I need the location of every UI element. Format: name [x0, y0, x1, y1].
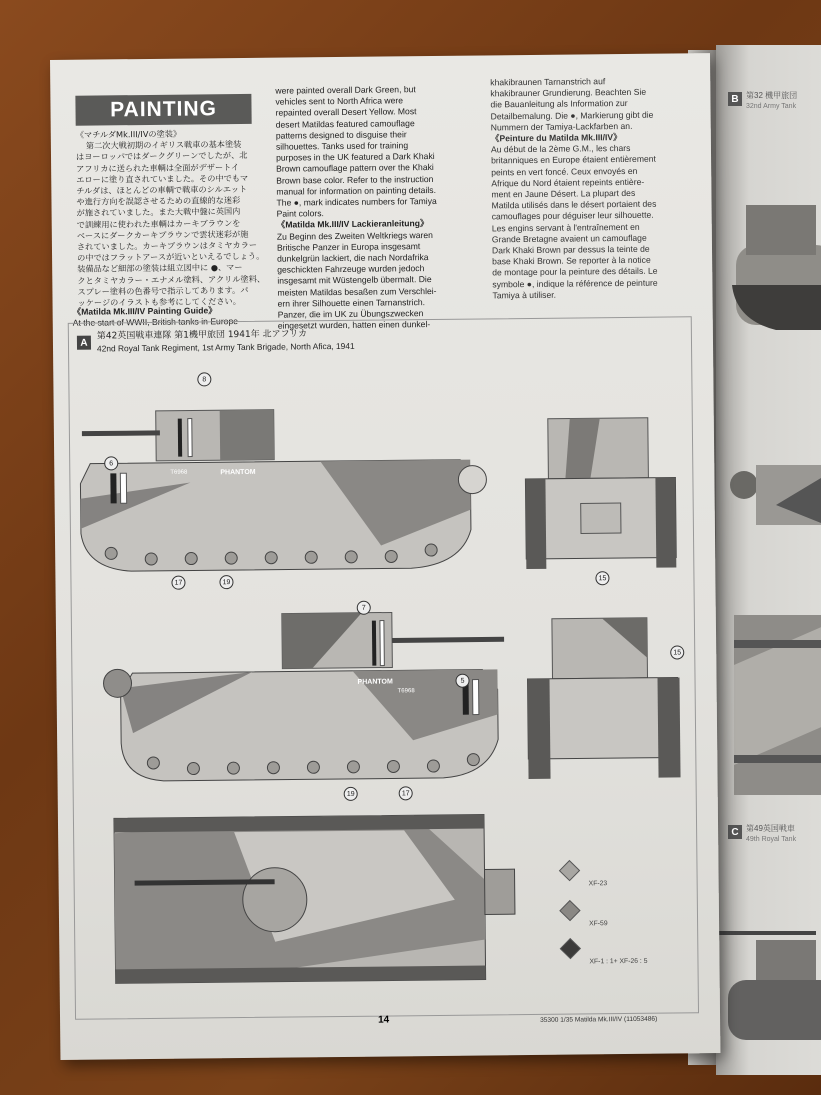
german-line: khakibraunen Tarnanstrich auf: [490, 76, 606, 88]
german-line: insgesamt mit Wüstengelb übermalt. Die: [277, 274, 432, 287]
tank-reg-side: T6968: [170, 469, 188, 476]
german-line: eingesetzt wurden, hatten einen dunkel-: [277, 319, 431, 331]
callout-15b: 15: [670, 645, 684, 659]
paint-swatches: [69, 317, 698, 1018]
french-line: peints en vert foncé. Ceux envoyés en: [491, 165, 638, 178]
french-line: symbole ●, indique la référence de peinture: [492, 277, 658, 290]
english-line: Brown camouflage pattern over the Khaki: [276, 162, 434, 175]
french-title: 《Peinture du Matilda Mk.III/IV》: [490, 132, 622, 144]
swatch-label-1: XF-23: [588, 880, 608, 888]
french-line: Matilda utilisés dans le désert portaient des: [491, 198, 657, 211]
german-title: 《Matilda Mk.III/IV Lackieranleitung》: [276, 218, 429, 231]
jp-line: チルダは、ほとんどの車輌で戦車のシルエット: [76, 183, 248, 196]
german-french-column: [490, 75, 690, 301]
callout-19b: 19: [344, 787, 358, 801]
next-page-tank-drawings: [716, 45, 821, 1075]
callout-15: 15: [595, 571, 609, 585]
scheme-c-caption: 第49英国戦車: [746, 824, 795, 833]
english-line: At the start of WWII, British tanks in Europe: [72, 316, 239, 328]
scheme-c-badge: C: [728, 825, 742, 839]
callout-5: 5: [455, 674, 469, 688]
instruction-page: [50, 53, 720, 1060]
callout-17b: 17: [399, 786, 413, 800]
english-line: silhouettes. Tanks used for training: [275, 140, 409, 152]
paint-swatch: [560, 900, 580, 920]
jp-line: が施されていました。また大戦中盤に英国内: [76, 206, 241, 219]
tank-name-side: PHANTOM: [220, 468, 256, 477]
jp-line: クとタミヤカラー・エナメル塗料、アクリル塗料、: [77, 273, 266, 286]
page-footer: 35300 1/35 Matilda Mk.III/IV (11053486): [540, 1015, 658, 1024]
german-line: khakibrauner Grundierung. Beachten Sie: [490, 86, 647, 99]
french-line: ment en Jaune Désert. La plupart des: [491, 187, 636, 200]
painting-heading: PAINTING: [75, 94, 251, 126]
german-line: dunkelgrün lackiert, die nach Nordafrika: [277, 252, 429, 264]
german-line: Britische Panzer in Europa insgesamt: [276, 240, 421, 253]
next-page: [716, 45, 821, 1075]
german-line: ern ihrer Silhouette einen Tarnanstrich.: [277, 296, 426, 309]
english-line: purposes in the UK featured a Dark Khaki: [275, 151, 435, 163]
english-line: vehicles sent to North Africa were: [275, 95, 404, 107]
jp-line: や進行方向を誤認させるための直線的な迷彩: [76, 195, 241, 207]
jp-line: エローに塗り直されていました。その中でもマ: [76, 172, 249, 185]
english-line: repainted overall Desert Yellow. Most: [275, 106, 417, 119]
english-line: patterns designed to disguise their: [275, 129, 407, 141]
jp-line: はヨーロッパではダークグリーンでしたが、北: [75, 150, 248, 163]
jp-line: ベースにダークカーキブラウンで雲状迷彩が施: [76, 228, 249, 241]
jp-line: アフリカに送られた車輌は全面がデザートイ: [76, 161, 240, 174]
callout-7: 7: [357, 601, 371, 615]
jp-line: の中ではフラットアースが近いといえるでしょう。: [77, 251, 265, 263]
scheme-a-panel: [68, 316, 699, 1019]
english-line: were painted overall Dark Green, but: [275, 84, 416, 96]
english-line: manual for information on painting details.: [276, 184, 436, 197]
english-line: desert Matildas featured camouflage: [275, 117, 415, 130]
scheme-b-caption: 第32 機甲旅団: [746, 91, 798, 100]
scheme-a-badge: A: [77, 336, 91, 350]
german-line: Zu Beginn des Zweiten Weltkriegs waren: [276, 229, 433, 242]
scheme-c-caption-en: 49th Royal Tank: [746, 836, 797, 843]
english-line: The ●, mark indicates numbers for Tamiya: [276, 195, 437, 208]
french-line: britanniques en Europe étaient entièrement: [491, 154, 656, 166]
swatch-label-3: XF-1 : 1+ XF-26 : 5: [589, 957, 648, 966]
jp-line: スプレー塗料の色番号で指示してあります。パ: [77, 284, 249, 297]
english-line: Paint colors.: [276, 208, 324, 219]
callout-8: 8: [197, 372, 211, 386]
english-line: Brown base color. Refer to the instruction: [276, 173, 434, 186]
french-line: de montage pour la peinture des détails. Le: [492, 266, 658, 278]
french-line: Dark Khaki Brown par dessus la teinte de: [491, 243, 650, 256]
scheme-b-caption-en: 32nd Army Tank: [746, 103, 797, 110]
french-line: camouflages pour déguiser leur silhouette.: [491, 210, 654, 222]
french-line: base Khaki Brown. Se reporter à la notice: [492, 254, 651, 267]
jp-line: 装備品など細部の塗装は組立図中に ●、マー: [77, 262, 243, 275]
scheme-a-title-jp: 第42英国戦車連隊 第1機甲旅団 1941年 北アフリカ: [96, 329, 308, 342]
tank-reg-right: T6968: [397, 688, 415, 695]
french-line: Afrique du Nord étaient repeints entière-: [491, 176, 645, 189]
french-line: Au début de la 2ème G.M., les chars: [490, 143, 631, 155]
scheme-b-badge: B: [728, 92, 742, 106]
paint-swatch: [560, 938, 580, 958]
callout-19: 19: [219, 575, 233, 589]
tank-name-right: PHANTOM: [357, 678, 393, 686]
german-line: meisten Matildas besaßen zum Verschlei-: [277, 285, 437, 298]
callout-17: 17: [171, 576, 185, 590]
french-line: Tamiya à utiliser.: [492, 289, 557, 301]
german-line: Detailbemalung. Die ●, Markierung gibt die: [490, 109, 654, 121]
swatch-label-2: XF-59: [589, 920, 608, 928]
english-title: 《Matilda Mk.III/IV Painting Guide》: [72, 305, 217, 317]
german-line: Nummern der Tamiya-Lackfarben an.: [490, 120, 633, 133]
scheme-a-title-en: 42nd Royal Tank Regiment, 1st Army Tank Brigade, North Afica, 1941: [96, 340, 355, 354]
german-line: die Bauanleitung als Information zur: [490, 98, 628, 110]
callout-6: 6: [104, 456, 118, 470]
french-line: Les engins servant à l'entraînement en: [491, 221, 640, 234]
english-german-column: [275, 84, 478, 333]
jp-line: 第二次大戦初期のイギリス戦車の基本塗装: [85, 139, 242, 151]
japanese-intro: [76, 128, 273, 309]
jp-line: されていました。カーキブラウンはタミヤカラー: [76, 239, 258, 252]
paint-swatch: [559, 861, 579, 881]
page-number: 14: [378, 1014, 390, 1026]
german-line: Panzer, die im UK zu Übungszwecken: [277, 308, 424, 320]
french-line: Grande Bretagne avaient un camouflage: [491, 232, 647, 245]
german-line: geschickten Fahrzeuge wurden jedoch: [277, 263, 425, 275]
jp-line: ッケージのイラストも参考にしてください。: [77, 296, 241, 308]
japanese-title: 《マチルダMk.III/IVの塗装》: [75, 128, 182, 140]
jp-line: で訓練用に使われた車輌はカーキブラウンを: [76, 217, 241, 230]
